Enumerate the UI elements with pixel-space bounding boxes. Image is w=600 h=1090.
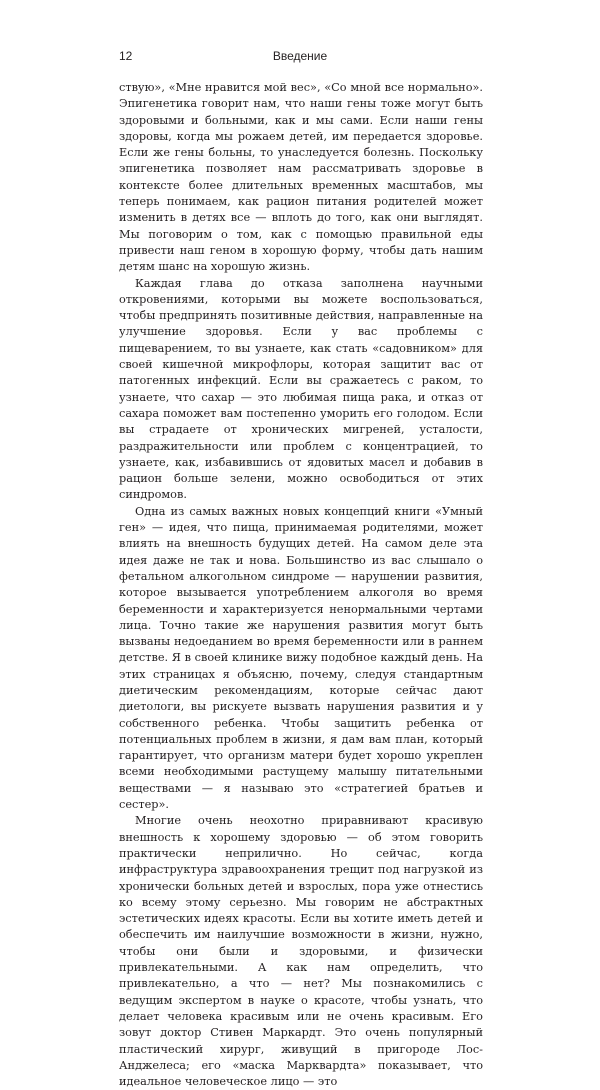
paragraph: Многие очень неохотно приравнивают красивую внешность к хорошему здоровью — об этом говорить практически неприлично. Но сейчас, когда инфраструктура здравоохранения трещит под нагрузкой из хронически больных детей и взрослых, пора уже отнестись ко всему этому серьезно. Мы говорим не абстрактных эстетических идеях красоты. Если вы хотите иметь детей и обеспечить им наилучшие возможности в жизни, нужно, чтобы они были и здоровыми, и физически привлекательными. А как нам определить, что привлекательно, а что — нет? Мы познакомились с ведущим экспертом в науке о красоте, чтобы узнать, что делает человека красивым или не очень красивым. Его зовут доктор Стивен Маркардт. Это очень популярный пластический хирург, живущий в пригороде Лос-Анджелеса; его «маска Марквардта» показывает, что идеальное человеческое лицо — это bbox=[119, 814, 483, 1089]
body-text bbox=[119, 80, 483, 1090]
paragraph: Каждая глава до отказа заполнена научными откровениями, которыми вы можете воспользоваться, чтобы предпринять позитивные действия, направленные на улучшение здоровья. Если у вас проблемы с пищеварением, то вы узнаете, как стать «садовником» для своей кишечной микрофлоры, которая защитит вас от патогенных инфекций. Если вы сражаетесь с раком, то узнаете, что сахар — это любимая пища рака, и отказ от сахара поможет вам постепенно уморить его голодом. Если вы страдаете от хронических мигреней, усталости, раздражительности или проблем с концентрацией, то узнаете, как, избавившись от ядовитых масел и добавив в рацион больше зелени, можно освободиться от этих синдромов. bbox=[119, 276, 483, 502]
page-number: 12 bbox=[119, 49, 133, 63]
paragraph: Одна из самых важных новых концепций книги «Умный ген» — идея, что пища, принимаемая родителями, может влиять на внешность будущих детей. На самом деле эта идея даже не так и нова. Большинство из вас слышало о фетальном алкогольном синдроме — нарушении развития, которое вызывается употреблением алкоголя во время беременности и характеризуется ненормальными чертами лица. Точно такие же нарушения развития могут быть вызваны недоеданием во время беременности или в раннем детстве. Я в своей клинике вижу подобное каждый день. На этих страницах я объясню, почему, следуя стандартным диетическим рекомендациям, которые сейчас дают диетологи, вы рискуете вызвать нарушения развития и у собственного ребенка. Чтобы защитить ребенка от потенциальных проблем в жизни, я дам вам план, который гарантирует, что организм матери будет хорошо укреплен всеми необходимыми растущему малышу питательными веществами — я называю это «стратегией братьев и сестер». bbox=[119, 504, 483, 812]
running-header: Введение bbox=[272, 49, 328, 63]
paragraph-continuation: ствую», «Мне нравится мой вес», «Со мной все нормально». Эпигенетика говорит нам, что наши гены тоже могут быть здоровыми и больными, как и мы сами. Если наши гены здоровы, когда мы рожаем детей, им передается здоровье. Если же гены больны, то унаследуется болезнь. Поскольку эпигенетика позволяет нам рассматривать здоровье в контексте более длительных временных масштабов, мы теперь понимаем, как рацион питания родителей может изменить в детях все — вплоть до того, как они выглядят. Мы поговорим о том, как с помощью правильной еды привести наш геном в хорошую форму, чтобы дать нашим детям шанс на хорошую жизнь. bbox=[119, 81, 483, 274]
